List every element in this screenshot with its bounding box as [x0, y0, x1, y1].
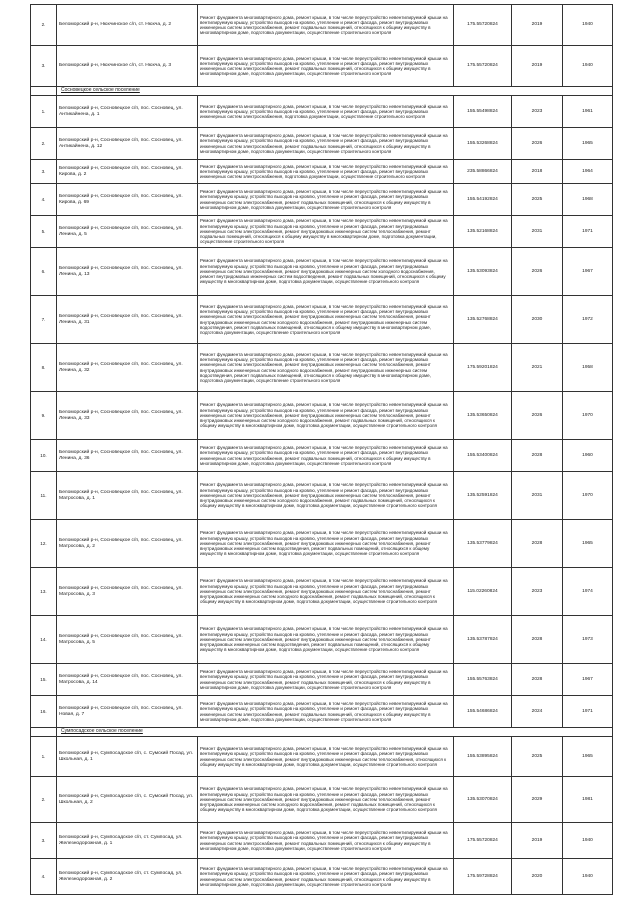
- address-cell: Беломорский р-н, Сосновецкое с/п, пос. Сосновец, ул. Антикайнена, д. 12: [57, 128, 198, 160]
- build-year-cell: 1940: [563, 5, 613, 46]
- build-year-cell: 1970: [563, 392, 613, 440]
- build-year-cell: 1965: [563, 520, 613, 568]
- table-row: [31, 160, 613, 184]
- table-row: [31, 5, 613, 46]
- address-cell: Беломорский р-н, Сосновецкое с/п, пос. Сосновец, ул. Ленина, д. 32: [57, 344, 198, 392]
- works-cell: Ремонт фундамента многоквартирного дома, ремонт крыши, в том числе переустройство невентилируемой крыши на вентилируемую крышу, устройство выходов на кровлю, утепление и ремонт фасада, ремонт внутридомовых инженерных систем электроснабжения, ремонт внутридомовых инженерных систем теплоснабжения, ремонт внутридомовых инженерных систем холодного водоснабжения, ремонт внутридомовых инженерных систем водоотведения, ремонт подвальных помещений, относящихся к общему имуществу в многоквартирном доме, подготовка документации, осуществление строительного контроля: [198, 344, 454, 392]
- row-number: 3.: [31, 823, 57, 859]
- build-year-cell: 1972: [563, 296, 613, 344]
- section-spacer: [31, 87, 57, 96]
- build-year-cell: 1958: [563, 344, 613, 392]
- works-cell: Ремонт фундамента многоквартирного дома, ремонт крыши, в том числе переустройство невентилируемой крыши на вентилируемую крышу, устройство выходов на кровлю, утепление и ремонт фасада, ремонт внутридомовых инженерных систем электроснабжения, подготовка документации, осуществление строительного контроля: [198, 160, 454, 184]
- repair-year-cell: 2028: [512, 664, 563, 696]
- document-page: [30, 4, 612, 895]
- repair-year-cell: 2019: [512, 46, 563, 87]
- cost-cell: 175.55720824: [454, 823, 512, 859]
- table-row: [31, 616, 613, 664]
- row-number: 15.: [31, 664, 57, 696]
- row-number: 9.: [31, 392, 57, 440]
- section-row: [31, 728, 613, 737]
- build-year-cell: 1974: [563, 568, 613, 616]
- table-row: [31, 96, 613, 128]
- repair-year-cell: 2025: [512, 737, 563, 777]
- cost-cell: 155.53400824: [454, 440, 512, 472]
- cost-cell: 115.02260824: [454, 568, 512, 616]
- table-row: [31, 216, 613, 248]
- repair-year-cell: 2020: [512, 859, 563, 895]
- repair-year-cell: 2028: [512, 616, 563, 664]
- build-year-cell: 1968: [563, 184, 613, 216]
- table-row: [31, 823, 613, 859]
- repair-year-cell: 2026: [512, 392, 563, 440]
- row-number: 6.: [31, 248, 57, 296]
- works-cell: Ремонт фундамента многоквартирного дома, ремонт крыши, в том числе переустройство невентилируемой крыши на вентилируемую крышу, устройство выходов на кровлю, утепление и ремонт фасада, ремонт внутридомовых инженерных систем электроснабжения, ремонт подвальных помещений, относящихся к общему имуществу в многоквартирном доме, подготовка документации, осуществление строительного контроля: [198, 859, 454, 895]
- row-number: 1.: [31, 96, 57, 128]
- address-cell: Беломорский р-н, Сосновецкое с/п, пос. Сосновец, ул. Матросова, д. 5: [57, 616, 198, 664]
- works-cell: Ремонт фундамента многоквартирного дома, ремонт крыши, в том числе переустройство невентилируемой крыши на вентилируемую крышу, устройство выходов на кровлю, утепление и ремонт фасада, ремонт внутридомовых инженерных систем электроснабжения, ремонт внутридомовых инженерных систем теплоснабжения, ремонт внутридомовых инженерных систем водоотведения, ремонт подвальных помещений, относящихся к общему имуществу в многоквартирном доме, подготовка документации, осуществление строительного контроля: [198, 616, 454, 664]
- address-cell: Беломорский р-н, Сосновецкое с/п, пос. Сосновец, ул. Ленина, д. 13: [57, 248, 198, 296]
- address-cell: Беломорский р-н, Сумпосадское с/п, ст. Сумпосад, ул. Железнодорожная, д. 1: [57, 823, 198, 859]
- cost-cell: 155.55498824: [454, 96, 512, 128]
- address-cell: Беломорский р-н, Сосновецкое с/п, пос. Сосновец, ул. Матросова, д. 3: [57, 568, 198, 616]
- repair-year-cell: 2028: [512, 440, 563, 472]
- repair-year-cell: 2018: [512, 160, 563, 184]
- cost-cell: 135.52168824: [454, 216, 512, 248]
- address-cell: Беломорский р-н, Сумпосадское с/п, с. Сумский Посад, ул. Школьная, д. 1: [57, 737, 198, 777]
- repair-year-cell: 2019: [512, 5, 563, 46]
- cost-cell: 135.52591824: [454, 472, 512, 520]
- cost-cell: 235.58866824: [454, 160, 512, 184]
- repair-year-cell: 2023: [512, 96, 563, 128]
- cost-cell: 175.59728824: [454, 859, 512, 895]
- row-number: 7.: [31, 296, 57, 344]
- row-number: 2.: [31, 128, 57, 160]
- address-cell: Беломорский р-н, Сосновецкое с/п, пос. Сосновец, ул. Антикайнена, д. 1: [57, 96, 198, 128]
- row-number: 13.: [31, 568, 57, 616]
- cost-cell: 155.55763824: [454, 664, 512, 696]
- row-number: 5.: [31, 216, 57, 248]
- cost-cell: 175.55720824: [454, 5, 512, 46]
- section-title: Сумпосадское сельское поселение: [57, 728, 613, 737]
- build-year-cell: 1973: [563, 616, 613, 664]
- works-cell: Ремонт фундамента многоквартирного дома, ремонт крыши, в том числе переустройство невентилируемой крыши на вентилируемую крышу, устройство выходов на кровлю, утепление и ремонт фасада, ремонт внутридомовых инженерных систем электроснабжения, ремонт внутридомовых инженерных систем теплоснабжения, ремонт внутридомовых инженерных систем водоотведения, ремонт подвальных помещений, относящихся к общему имуществу в многоквартирном доме, подготовка документации, осуществление строительного контроля: [198, 520, 454, 568]
- row-number: 4.: [31, 859, 57, 895]
- address-cell: Беломорский р-н, Сосновецкое с/п, пос. Сосновец, ул. Новая, д. 7: [57, 696, 198, 728]
- works-cell: Ремонт фундамента многоквартирного дома, ремонт крыши, в том числе переустройство невентилируемой крыши на вентилируемую крышу, устройство выходов на кровлю, утепление и ремонт фасада, ремонт внутридомовых инженерных систем электроснабжения, ремонт подвальных помещений, относящихся к общему имуществу в многоквартирном доме, подготовка документации, осуществление строительного контроля: [198, 184, 454, 216]
- repair-year-cell: 2023: [512, 568, 563, 616]
- works-cell: Ремонт фундамента многоквартирного дома, ремонт крыши, в том числе переустройство невентилируемой крыши на вентилируемую крышу, устройство выходов на кровлю, утепление и ремонт фасада, ремонт внутридомовых инженерных систем электроснабжения, ремонт внутридомовых инженерных систем теплоснабжения, ремонт внутридомовых инженерных систем холодного водоснабжения, ремонт внутридомовых инженерных систем водоотведения, ремонт подвальных помещений, относящихся к общему имуществу в многоквартирном доме, подготовка документации, осуществление строительного контроля: [198, 296, 454, 344]
- works-cell: Ремонт фундамента многоквартирного дома, ремонт крыши, в том числе переустройство невентилируемой крыши на вентилируемую крышу, устройство выходов на кровлю, утепление и ремонт фасада, ремонт внутридомовых инженерных систем электроснабжения, ремонт внутридомовых инженерных систем холодного водоснабжения, ремонт внутридомовых инженерных систем водоотведения, ремонт подвальных помещений, относящихся к общему имуществу в многоквартирном доме, подготовка документации, осуществление строительного контроля: [198, 248, 454, 296]
- address-cell: Беломорский р-н, Сосновецкое с/п, пос. Сосновец, ул. Ленина, д. 33: [57, 392, 198, 440]
- repair-year-cell: 2031: [512, 216, 563, 248]
- table-row: [31, 696, 613, 728]
- cost-cell: 135.52768824: [454, 296, 512, 344]
- table-row: [31, 184, 613, 216]
- table-row: [31, 777, 613, 823]
- section-spacer: [31, 728, 57, 737]
- address-cell: Беломорский р-н, Сосновецкое с/п, пос. Сосновец, ул. Кирова, д. 69: [57, 184, 198, 216]
- cost-cell: 155.54192824: [454, 184, 512, 216]
- table-row: [31, 440, 613, 472]
- row-number: 4.: [31, 184, 57, 216]
- repair-year-cell: 2030: [512, 296, 563, 344]
- table-row: [31, 737, 613, 777]
- build-year-cell: 1965: [563, 737, 613, 777]
- address-cell: Беломорский р-н, Сумпосадское с/п, ст. Сумпосад, ул. Железнодорожная, д. 2: [57, 859, 198, 895]
- build-year-cell: 1981: [563, 777, 613, 823]
- works-cell: Ремонт фундамента многоквартирного дома, ремонт крыши, в том числе переустройство невентилируемой крыши на вентилируемую крышу, устройство выходов на кровлю, утепление и ремонт фасада, ремонт внутридомовых инженерных систем электроснабжения, ремонт внутридомовых инженерных систем теплоснабжения, ремонт внутридомовых инженерных систем холодного водоснабжения, ремонт подвальных помещений, относящихся к общему имуществу в многоквартирном доме, подготовка документации, осуществление строительного контроля: [198, 777, 454, 823]
- table-row: [31, 392, 613, 440]
- build-year-cell: 1940: [563, 823, 613, 859]
- capital-repair-table: [30, 4, 613, 895]
- cost-cell: 135.53070824: [454, 777, 512, 823]
- row-number: 11.: [31, 472, 57, 520]
- row-number: 2.: [31, 777, 57, 823]
- build-year-cell: 1971: [563, 696, 613, 728]
- build-year-cell: 1940: [563, 859, 613, 895]
- works-cell: Ремонт фундамента многоквартирного дома, ремонт крыши, в том числе переустройство невентилируемой крыши на вентилируемую крышу, устройство выходов на кровлю, утепление и ремонт фасада, ремонт внутридомовых инженерных систем электроснабжения, ремонт внутридомовых инженерных систем теплоснабжения, ремонт подвальных помещений, относящихся к общему имуществу в многоквартирном доме, подготовка документации, осуществление строительного контроля: [198, 216, 454, 248]
- build-year-cell: 1971: [563, 216, 613, 248]
- table-row: [31, 568, 613, 616]
- section-row: [31, 87, 613, 96]
- build-year-cell: 1940: [563, 46, 613, 87]
- table-row: [31, 128, 613, 160]
- table-row: [31, 472, 613, 520]
- works-cell: Ремонт фундамента многоквартирного дома, ремонт крыши, в том числе переустройство невентилируемой крыши на вентилируемую крышу, устройство выходов на кровлю, утепление и ремонт фасада, ремонт внутридомовых инженерных систем электроснабжения, ремонт внутридомовых инженерных систем теплоснабжения, ремонт внутридомовых инженерных систем холодного водоснабжения, ремонт подвальных помещений, относящихся к общему имуществу в многоквартирном доме, подготовка документации, осуществление строительного контроля: [198, 392, 454, 440]
- table-row: [31, 664, 613, 696]
- works-cell: Ремонт фундамента многоквартирного дома, ремонт крыши, в том числе переустройство невентилируемой крыши на вентилируемую крышу, устройство выходов на кровлю, утепление и ремонт фасада, ремонт внутридомовых инженерных систем электроснабжения, ремонт подвальных помещений, относящихся к общему имуществу в многоквартирном доме, подготовка документации, осуществление строительного контроля: [198, 823, 454, 859]
- repair-year-cell: 2026: [512, 128, 563, 160]
- cost-cell: 155.53268824: [454, 128, 512, 160]
- address-cell: Беломорский р-н, Сосновецкое с/п, пос. Сосновец, ул. Матросова, д. 2: [57, 520, 198, 568]
- cost-cell: 175.55720824: [454, 46, 512, 87]
- build-year-cell: 1967: [563, 664, 613, 696]
- works-cell: Ремонт фундамента многоквартирного дома, ремонт крыши, в том числе переустройство невентилируемой крыши на вентилируемую крышу, устройство выходов на кровлю, утепление и ремонт фасада, ремонт внутридомовых инженерных систем электроснабжения, ремонт подвальных помещений, относящихся к общему имуществу в многоквартирном доме, подготовка документации, осуществление строительного контроля: [198, 5, 454, 46]
- works-cell: Ремонт фундамента многоквартирного дома, ремонт крыши, в том числе переустройство невентилируемой крыши на вентилируемую крышу, устройство выходов на кровлю, утепление и ремонт фасада, ремонт внутридомовых инженерных систем электроснабжения, ремонт подвальных помещений, относящихся к общему имуществу в многоквартирном доме, подготовка документации, осуществление строительного контроля: [198, 696, 454, 728]
- table-row: [31, 248, 613, 296]
- cost-cell: 155.53895824: [454, 737, 512, 777]
- cost-cell: 135.53787824: [454, 616, 512, 664]
- address-cell: Беломорский р-н, Сосновецкое с/п, пос. Сосновец, ул. Ленина, д. 31: [57, 296, 198, 344]
- repair-year-cell: 2026: [512, 248, 563, 296]
- table-row: [31, 520, 613, 568]
- row-number: 3.: [31, 160, 57, 184]
- works-cell: Ремонт фундамента многоквартирного дома, ремонт крыши, в том числе переустройство невентилируемой крыши на вентилируемую крышу, устройство выходов на кровлю, утепление и ремонт фасада, ремонт внутридомовых инженерных систем электроснабжения, подготовка документации, осуществление строительного контроля: [198, 96, 454, 128]
- repair-year-cell: 2021: [512, 344, 563, 392]
- address-cell: Беломорский р-н, Сосновецкое с/п, пос. Сосновец, ул. Матросова, д. 14: [57, 664, 198, 696]
- build-year-cell: 1960: [563, 440, 613, 472]
- table-row: [31, 46, 613, 87]
- works-cell: Ремонт фундамента многоквартирного дома, ремонт крыши, в том числе переустройство невентилируемой крыши на вентилируемую крышу, устройство выходов на кровлю, утепление и ремонт фасада, ремонт внутридомовых инженерных систем электроснабжения, ремонт внутридомовых инженерных систем теплоснабжения, ремонт внутридомовых инженерных систем холодного водоснабжения, ремонт подвальных помещений, относящихся к общему имуществу в многоквартирном доме, подготовка документации, осуществление строительного контроля: [198, 472, 454, 520]
- build-year-cell: 1961: [563, 96, 613, 128]
- repair-year-cell: 2019: [512, 823, 563, 859]
- build-year-cell: 1967: [563, 248, 613, 296]
- row-number: 3.: [31, 46, 57, 87]
- cost-cell: 175.59201824: [454, 344, 512, 392]
- repair-year-cell: 2024: [512, 696, 563, 728]
- build-year-cell: 1965: [563, 128, 613, 160]
- repair-year-cell: 2031: [512, 472, 563, 520]
- address-cell: Беломорский р-н, Сумпосадское с/п, с. Сумский Посад, ул. Школьная, д. 2: [57, 777, 198, 823]
- works-cell: Ремонт фундамента многоквартирного дома, ремонт крыши, в том числе переустройство невентилируемой крыши на вентилируемую крышу, устройство выходов на кровлю, утепление и ремонт фасада, ремонт внутридомовых инженерных систем электроснабжения, ремонт подвальных помещений, относящихся к общему имуществу в многоквартирном доме, подготовка документации, осуществление строительного контроля: [198, 664, 454, 696]
- row-number: 10.: [31, 440, 57, 472]
- row-number: 2.: [31, 5, 57, 46]
- address-cell: Беломорский р-н, Нюхчинское с/п, ст. Нюхча, д. 2: [57, 5, 198, 46]
- row-number: 14.: [31, 616, 57, 664]
- row-number: 8.: [31, 344, 57, 392]
- works-cell: Ремонт фундамента многоквартирного дома, ремонт крыши, в том числе переустройство невентилируемой крыши на вентилируемую крышу, устройство выходов на кровлю, утепление и ремонт фасада, ремонт внутридомовых инженерных систем электроснабжения, ремонт внутридомовых инженерных систем теплоснабжения, ремонт внутридомовых инженерных систем холодного водоснабжения, ремонт подвальных помещений, относящихся к общему имуществу в многоквартирном доме, подготовка документации, осуществление строительного контроля: [198, 568, 454, 616]
- row-number: 12.: [31, 520, 57, 568]
- address-cell: Беломорский р-н, Сосновецкое с/п, пос. Сосновец, ул. Ленина, д. 36: [57, 440, 198, 472]
- row-number: 16.: [31, 696, 57, 728]
- cost-cell: 155.54686824: [454, 696, 512, 728]
- build-year-cell: 1970: [563, 472, 613, 520]
- row-number: 1.: [31, 737, 57, 777]
- table-row: [31, 859, 613, 895]
- address-cell: Беломорский р-н, Сосновецкое с/п, пос. Сосновец, ул. Ленина, д. 5: [57, 216, 198, 248]
- cost-cell: 135.53093824: [454, 248, 512, 296]
- table-row: [31, 344, 613, 392]
- build-year-cell: 1964: [563, 160, 613, 184]
- cost-cell: 135.53779824: [454, 520, 512, 568]
- works-cell: Ремонт фундамента многоквартирного дома, ремонт крыши, в том числе переустройство невентилируемой крыши на вентилируемую крышу, устройство выходов на кровлю, утепление и ремонт фасада, ремонт внутридомовых инженерных систем электроснабжения, ремонт подвальных помещений, относящихся к общему имуществу в многоквартирном доме, подготовка документации, осуществление строительного контроля: [198, 46, 454, 87]
- address-cell: Беломорский р-н, Сосновецкое с/п, пос. Сосновец, ул. Кирова, д. 2: [57, 160, 198, 184]
- repair-year-cell: 2028: [512, 520, 563, 568]
- table-row: [31, 296, 613, 344]
- cost-cell: 135.53650824: [454, 392, 512, 440]
- works-cell: Ремонт фундамента многоквартирного дома, ремонт крыши, в том числе переустройство невентилируемой крыши на вентилируемую крышу, устройство выходов на кровлю, утепление и ремонт фасада, ремонт внутридомовых инженерных систем электроснабжения, ремонт подвальных помещений, относящихся к общему имуществу в многоквартирном доме, подготовка документации, осуществление строительного контроля: [198, 128, 454, 160]
- section-title: Сосновецкое сельское поселение: [57, 87, 613, 96]
- address-cell: Беломорский р-н, Нюхчинское с/п, ст. Нюхча, д. 3: [57, 46, 198, 87]
- repair-year-cell: 2029: [512, 777, 563, 823]
- works-cell: Ремонт фундамента многоквартирного дома, ремонт крыши, в том числе переустройство невентилируемой крыши на вентилируемую крышу, устройство выходов на кровлю, утепление и ремонт фасада, ремонт внутридомовых инженерных систем электроснабжения, ремонт внутридомовых инженерных систем теплоснабжения, относящихся к общему имуществу в многоквартирном доме, подготовка документации, осуществление строительного контроля: [198, 737, 454, 777]
- works-cell: Ремонт фундамента многоквартирного дома, ремонт крыши, в том числе переустройство невентилируемой крыши на вентилируемую крышу, устройство выходов на кровлю, утепление и ремонт фасада, ремонт внутридомовых инженерных систем электроснабжения, ремонт подвальных помещений, относящихся к общему имуществу в многоквартирном доме, подготовка документации, осуществление строительного контроля: [198, 440, 454, 472]
- repair-year-cell: 2025: [512, 184, 563, 216]
- address-cell: Беломорский р-н, Сосновецкое с/п, пос. Сосновец, ул. Матросова, д. 1: [57, 472, 198, 520]
